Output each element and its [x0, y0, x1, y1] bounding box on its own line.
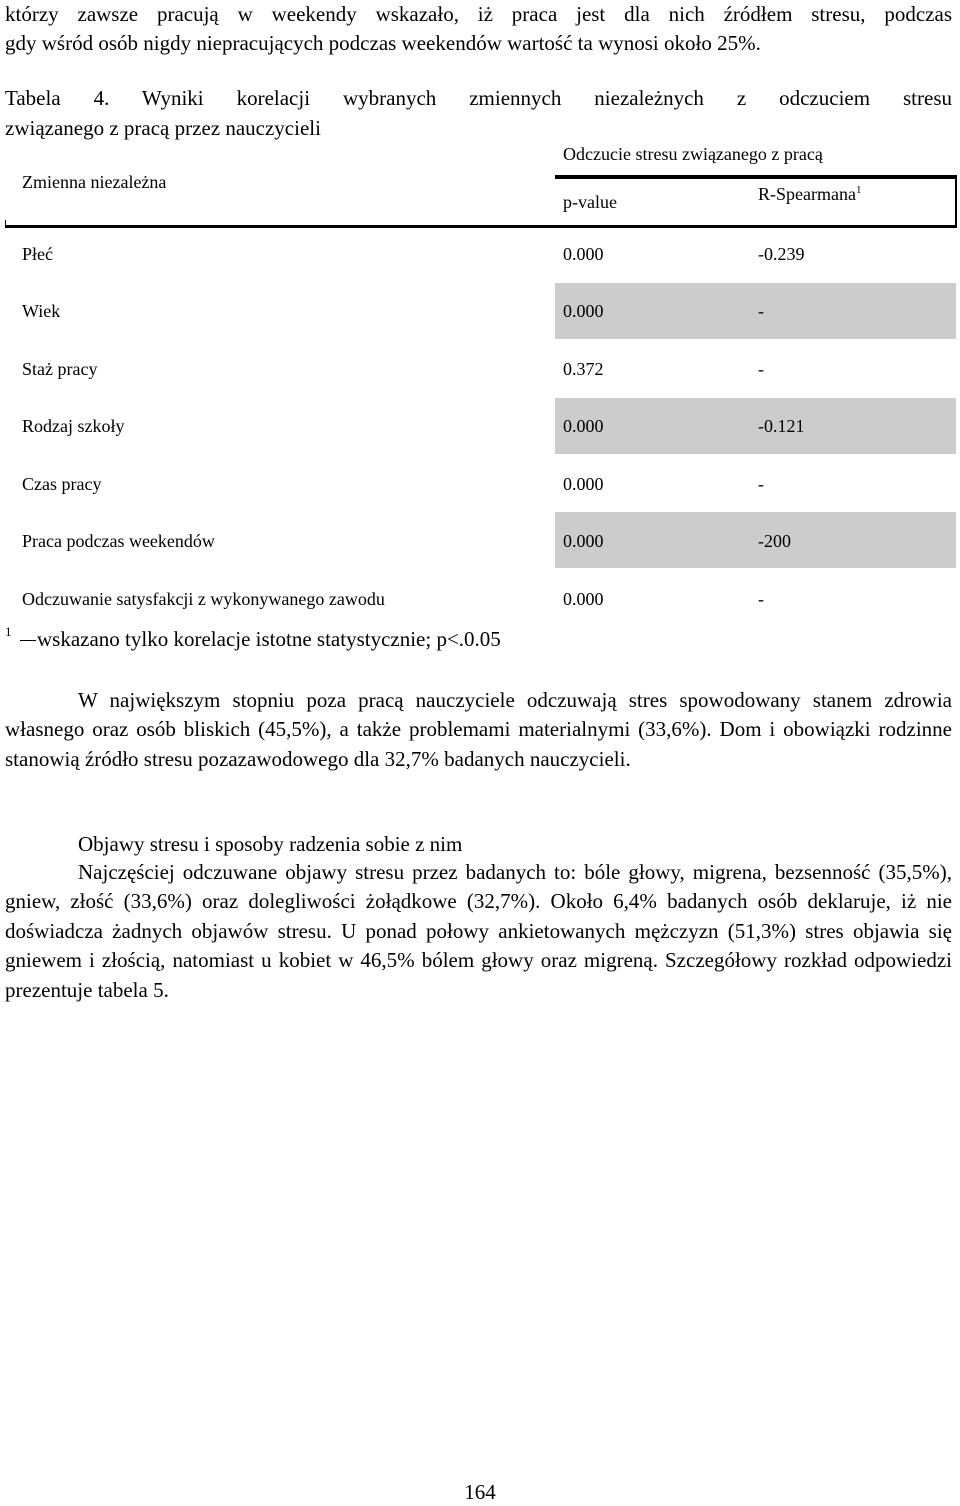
row-r-wiek: - [758, 301, 764, 321]
row-shade-rodzaj-szkoly [555, 398, 956, 454]
table-caption-line-2: związanego z pracą przez nauczycieli [5, 116, 321, 140]
row-variable-plec: Płeć [22, 244, 53, 264]
section-heading: Objawy stresu i sposoby radzenia sobie z nim [78, 832, 463, 856]
intro-line-1: którzy zawsze pracują w weekendy wskazało, iż praca jest dla nich źródłem stresu, podczas [5, 2, 952, 26]
header-rule-left-edge [5, 220, 6, 228]
row-pvalue-rodzaj-szkoly: 0.000 [563, 416, 604, 436]
header-rule-right-group [555, 175, 956, 179]
row-variable-czas-pracy: Czas pracy [22, 474, 102, 494]
table-footnote: wskazano tylko korelacje istotne statystycznie; p<.0.05 [37, 627, 501, 651]
header-spearman: R-Spearmana$^1$ [758, 184, 862, 204]
intro-line-2: gdy wśród osób nigdy niepracujących podczas weekendów wartość ta wynosi około 25%. [5, 31, 761, 55]
row-variable-rodzaj-szkoly: Rodzaj szkoły [22, 416, 125, 436]
row-r-plec: -0.239 [758, 244, 805, 264]
paragraph-stress-symptoms: Najczęściej odczuwane objawy stresu przez badanych to: bóle głowy, migrena, bezsenność (35,5%), gniew, złość (33,6%) oraz dolegliwości żołądkowe (32,7%). Około 6,4% badanych osób deklaruje, iż nie doświadcza żadnych objawów stresu. U ponad połowy ankietowanych mężczyzn (51,3%) stres objawia się gniewem i złością, natomiast u kobiet w 46,5% bólem głowy oraz migreną. Szczegółowy rozkład odpowiedzi prezentuje tabela 5. [5, 860, 952, 1002]
header-rule-right-edge [955, 175, 957, 228]
row-pvalue-staz: 0.372 [563, 359, 604, 379]
row-pvalue-praca-weekendy: 0.000 [563, 531, 604, 551]
row-shade-wiek [555, 283, 956, 339]
row-r-satysfakcja: - [758, 589, 764, 609]
row-pvalue-satysfakcja: 0.000 [563, 589, 604, 609]
header-pvalue: p-value [563, 192, 617, 212]
paragraph-stress-sources: W największym stopniu poza pracą nauczyciele odczuwają stres spowodowany stanem zdrowia własnego oraz osób bliskich (45,5%), a także problemami materialnymi (33,6%). Dom i obowiązki rodzinne stanowią źródło stresu pozazawodowego dla 32,7% badanych nauczycieli. [5, 688, 952, 771]
table-caption-line-1: Tabela 4. Wyniki korelacji wybranych zmiennych niezależnych z odczuciem stresu [5, 86, 952, 110]
row-pvalue-plec: 0.000 [563, 244, 604, 264]
page-number: 164 [464, 1480, 496, 1504]
row-variable-praca-weekendy: Praca podczas weekendów [22, 531, 215, 551]
row-variable-wiek: Wiek [22, 301, 61, 321]
row-variable-satysfakcja: Odczuwanie satysfakcji z wykonywanego zawodu [22, 589, 385, 609]
header-variable: Zmienna niezależna [22, 172, 167, 192]
row-r-czas-pracy: - [758, 474, 764, 494]
row-pvalue-czas-pracy: 0.000 [563, 474, 604, 494]
footnote-mark: 1 [5, 624, 12, 639]
header-group-title: Odczucie stresu związanego z pracą [563, 144, 823, 164]
row-shade-praca-weekendy [555, 512, 956, 568]
correlation-table [0, 0, 960, 640]
header-spearman-footnote-mark: 1 [855, 184, 862, 196]
row-pvalue-wiek: 0.000 [563, 301, 604, 321]
row-variable-staz: Staż pracy [22, 359, 98, 379]
footnote-dash [20, 640, 36, 641]
header-rule-bottom [5, 225, 956, 228]
row-r-rodzaj-szkoly: -0.121 [758, 416, 805, 436]
row-r-praca-weekendy: -200 [758, 531, 791, 551]
row-r-staz: - [758, 359, 764, 379]
